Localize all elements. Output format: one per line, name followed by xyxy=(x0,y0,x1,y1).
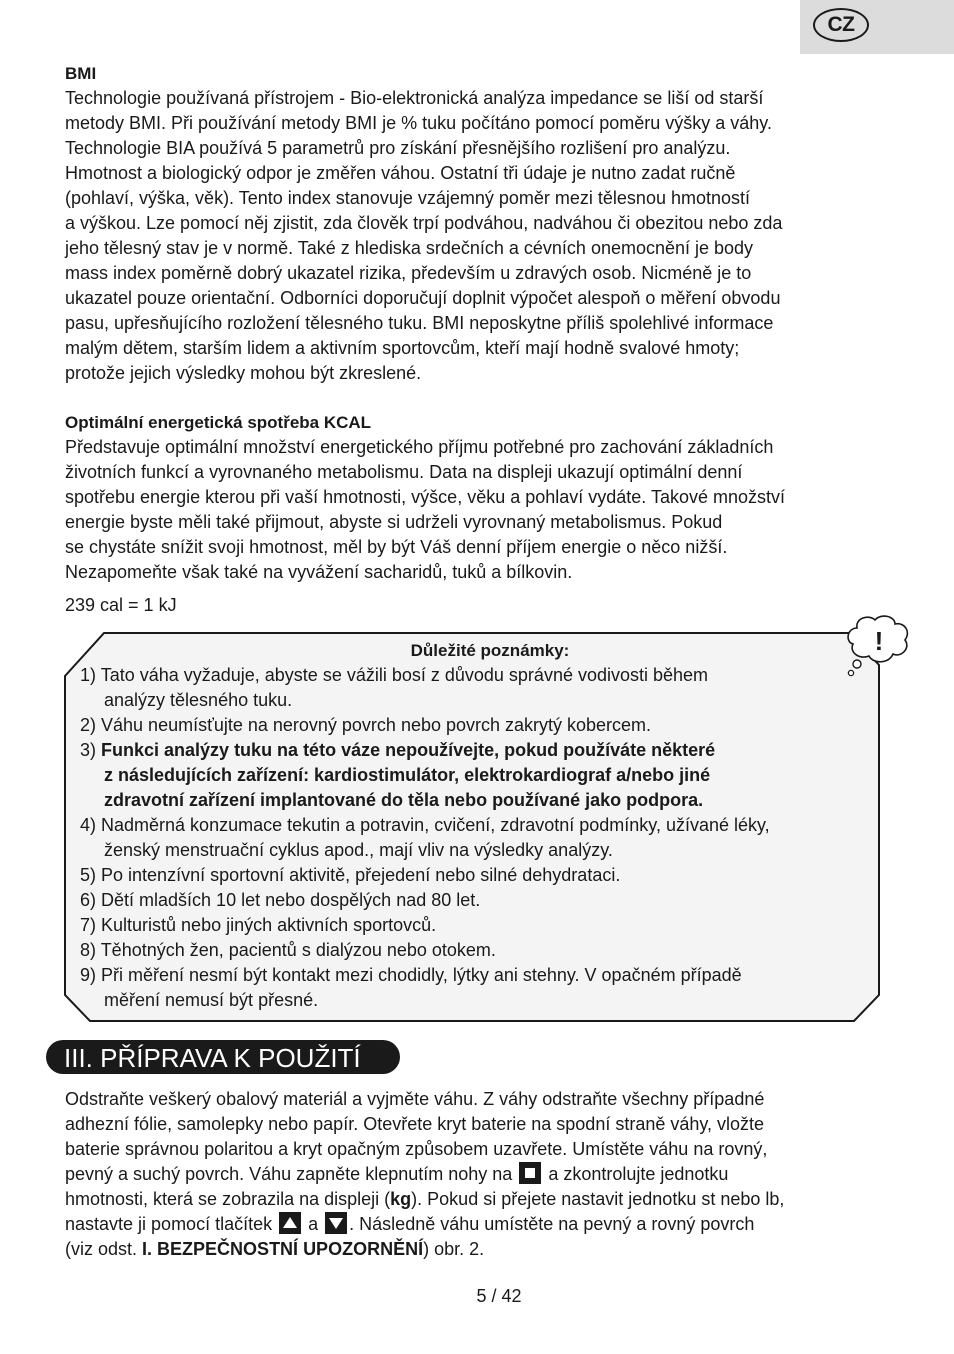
note-item-1: 1) Tato váha vyžaduje, abyste se vážili bosí z důvodu správné vodivosti během analýzy tělesného tuku. xyxy=(80,665,709,710)
down-arrow-button-icon xyxy=(325,1212,347,1234)
language-badge: CZ xyxy=(813,8,869,42)
bmi-line: (pohlaví, výška, věk). Tento index stanovuje vzájemný poměr mezi tělesnou hmotností xyxy=(65,188,751,208)
note-item-2: 2) Váhu neumísťujte na nerovný povrch nebo povrch zakrytý kobercem. xyxy=(80,715,652,735)
kcal-line: Nezapomeňte však také na vyvážení sacharidů, tuků a bílkovin. xyxy=(65,562,573,582)
bmi-line: jeho tělesný stav je v normě. Také z hlediska srdečních a cévních onemocnění je body xyxy=(65,238,754,258)
kcal-line: Představuje optimální množství energetického příjmu potřebné pro zachování základních xyxy=(65,437,774,457)
unit-kg: kg xyxy=(390,1189,412,1209)
kcal-paragraph xyxy=(65,435,895,585)
bmi-paragraph xyxy=(65,86,895,386)
bmi-line: ukazatel pouze orientační. Odborníci doporučují doplnit výpočet alespoň o měření obvodu xyxy=(65,288,781,308)
page-number: 5 / 42 xyxy=(476,1286,522,1306)
exclamation-mark: ! xyxy=(874,626,884,656)
up-arrow-button-icon xyxy=(279,1212,301,1234)
bmi-line: Technologie BIA používá 5 parametrů pro získání přesnějšího rozlišení pro analýzu. xyxy=(65,138,731,158)
important-notes-box xyxy=(64,632,880,1022)
kcal-line: spotřebu energie kterou při vaší hmotnosti, výšce, věku a pohlaví vydáte. Takové množství xyxy=(65,487,786,507)
note-item-5: 5) Po intenzívní sportovní aktivitě, přejedení nebo silné dehydrataci. xyxy=(80,865,621,885)
kcal-heading: Optimální energetická spotřeba KCAL xyxy=(65,413,372,432)
note-item-4: 4) Nadměrná konzumace tekutin a potravin, cvičení, zdravotní podmínky, užívané léky, ženský menstruační cyklus apod., mají vliv na výsledky analýzy. xyxy=(80,815,770,860)
bmi-heading: BMI xyxy=(65,64,97,83)
note-item-7: 7) Kulturistů nebo jiných aktivních sportovců. xyxy=(80,915,437,935)
language-tab xyxy=(800,0,954,54)
section-heading: III. PŘÍPRAVA K POUŽITÍ xyxy=(46,1040,400,1074)
notes-content xyxy=(80,638,870,1013)
note-item-3: 3) Funkci analýzy tuku na této váze nepoužívejte, pokud používáte některé z následujících zařízení: kardiostimulátor, elektrokardiograf a/nebo jiné zdravotní zařízení implantované do těla nebo používané jako podpora. xyxy=(80,740,716,810)
power-button-icon xyxy=(519,1162,541,1184)
warning-bubble-icon xyxy=(843,614,913,678)
bmi-line: Technologie používaná přístrojem - Bio-elektronická analýza impedance se liší od starší xyxy=(65,88,764,108)
kcal-line: energie byste měli také přijmout, abyste si udrželi vyrovnaný metabolismus. Pokud xyxy=(65,512,723,532)
bmi-section xyxy=(65,61,895,386)
safety-reference: I. BEZPEČNOSTNÍ UPOZORNĚNÍ xyxy=(142,1239,424,1259)
notes-title: Důležité poznámky: xyxy=(410,641,570,660)
note-item-6: 6) Dětí mladších 10 let nebo dospělých nad 80 let. xyxy=(80,890,481,910)
bmi-line: pasu, upřesňujícího rozložení tělesného tuku. BMI neposkytne příliš spolehlivé informace xyxy=(65,313,774,333)
kcal-section xyxy=(65,410,895,585)
kcal-line: životních funkcí a vyrovnaného metabolismu. Data na displeji ukazují optimální denní xyxy=(65,462,743,482)
kcal-conversion: 239 cal = 1 kJ xyxy=(65,595,177,615)
bmi-line: Hmotnost a biologický odpor je změřen váhou. Ostatní tři údaje je nutno zadat ručně xyxy=(65,163,736,183)
kcal-line: se chystáte snížit svoji hmotnost, měl by být Váš denní příjem energie o něco nižší. xyxy=(65,537,728,557)
bmi-line: protože jejich výsledky mohou být zkreslené. xyxy=(65,363,422,383)
bmi-line: malým dětem, starším lidem a aktivním sportovcům, kteří mají hodně svalové hmoty; xyxy=(65,338,740,358)
note-item-8: 8) Těhotných žen, pacientů s dialýzou nebo otokem. xyxy=(80,940,496,960)
bmi-line: mass index poměrně dobrý ukazatel rizika, především u zdravých osob. Nicméně je to xyxy=(65,263,752,283)
preparation-paragraph: Odstraňte veškerý obalový materiál a vyjměte váhu. Z váhy odstraňte všechny případné adhezní fólie, samolepky nebo papír. Otevřete kryt baterie na spodní straně váhy, vložte baterie správnou polaritou a kryt opačným způsobem uzavřete. Umístěte váhu na rovný, pevný a suchý povrch. Váhu zapněte klepnutím nohy na a zkontrolujte jednotku hmotnosti, která se zobrazila na displeji (kg). Pokud si přejete nastavit jednotku st nebo lb, nastavte ji pomocí tlačítek a . Následně váhu umístěte na pevný a rovný povrch (viz odst. I. BEZPEČNOSTNÍ UPOZORNĚNÍ) obr. 2. xyxy=(65,1089,785,1259)
bmi-line: a výškou. Lze pomocí něj zjistit, zda člověk trpí podváhou, nadváhou či obezitou nebo zda xyxy=(65,213,783,233)
note-item-9: 9) Při měření nesmí být kontakt mezi chodidly, lýtky ani stehny. V opačném případě měření nemusí být přesné. xyxy=(80,965,742,1010)
bmi-line: metody BMI. Při používání metody BMI je % tuku počítáno pomocí poměru výšky a váhy. xyxy=(65,113,772,133)
